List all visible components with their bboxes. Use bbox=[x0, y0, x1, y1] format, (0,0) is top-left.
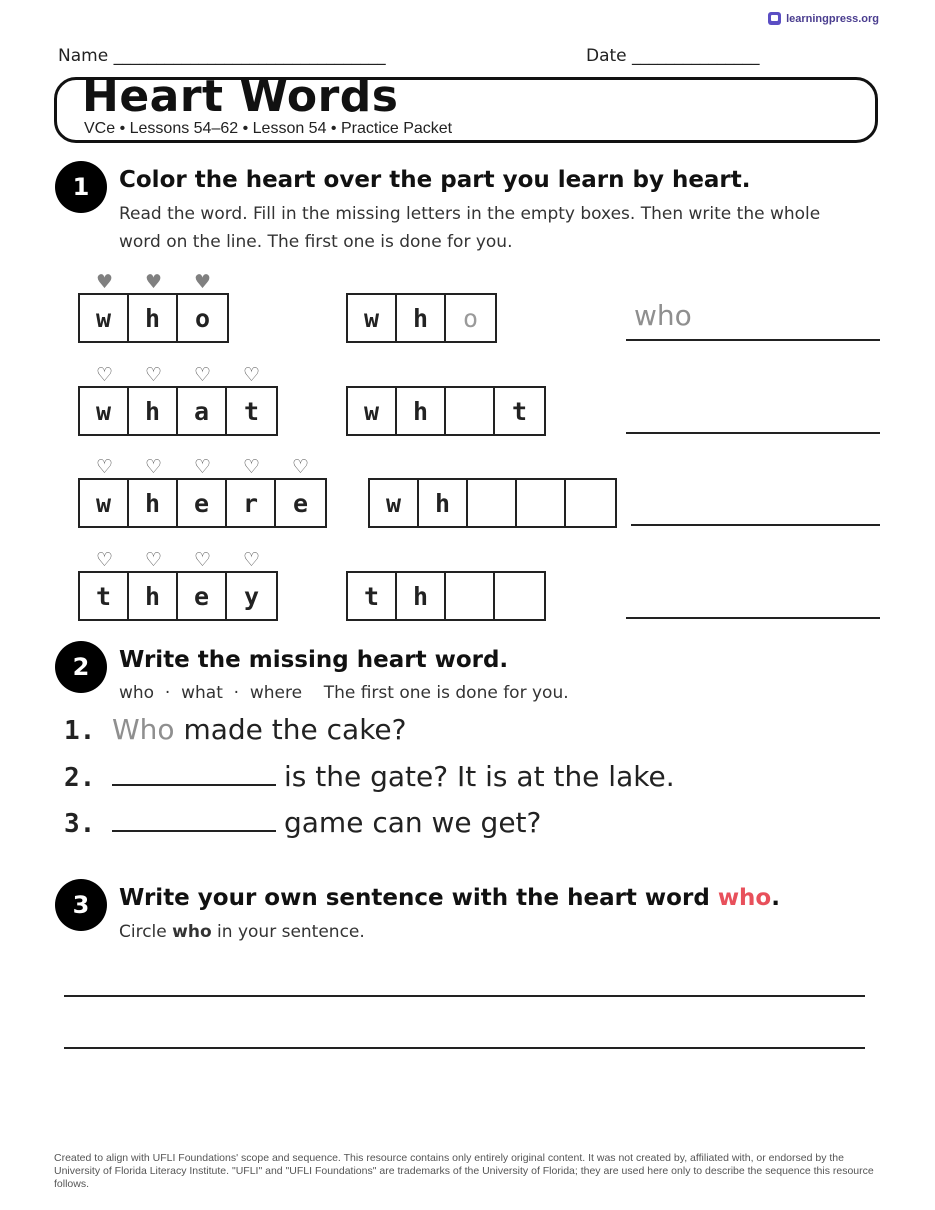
sentence-text: made the cake? bbox=[174, 713, 407, 746]
word-boxes bbox=[78, 293, 229, 343]
letter-box: h bbox=[419, 480, 468, 526]
page-title: Heart Words bbox=[82, 71, 399, 122]
heart-icon[interactable]: ♡ bbox=[242, 364, 261, 386]
heart-icon[interactable]: ♡ bbox=[242, 549, 261, 571]
section-3-instructions bbox=[119, 918, 365, 946]
inst-heart-word: who bbox=[172, 922, 212, 942]
section-3-badge: 3 bbox=[55, 879, 107, 931]
heart-icon[interactable]: ♡ bbox=[242, 456, 261, 478]
section-1-badge: 1 bbox=[55, 161, 107, 213]
word-boxes bbox=[78, 386, 278, 436]
letter-box: h bbox=[129, 480, 178, 526]
heart-icon[interactable]: ♡ bbox=[95, 456, 114, 478]
example-answer: who bbox=[634, 299, 692, 332]
sentence-2 bbox=[64, 758, 675, 793]
inst-text: Circle bbox=[119, 922, 173, 942]
page-subtitle: VCe • Lessons 54–62 • Lesson 54 • Practice Packet bbox=[84, 120, 453, 137]
footer-disclaimer: Created to align with UFLI Foundations' scope and sequence. This resource contains only entirely original content. It was not created by, affiliated with, or endorsed by the University of Florida Literacy Institute. "UFLI" and "UFLI Foundations" are trademarks of the University of Florida; they are used here only to describe the sequence this resource follows. bbox=[54, 1152, 874, 1190]
section-3-title-end: . bbox=[771, 885, 780, 911]
heart-icon[interactable]: ♡ bbox=[95, 364, 114, 386]
letter-box: w bbox=[370, 480, 419, 526]
heart-row bbox=[80, 550, 276, 570]
empty-letter-box[interactable] bbox=[495, 573, 544, 619]
heart-icon[interactable]: ♡ bbox=[291, 456, 310, 478]
letter-box: w bbox=[348, 388, 397, 434]
heart-icon[interactable]: ♡ bbox=[144, 456, 163, 478]
letter-box: o bbox=[194, 303, 211, 333]
letter-box: h bbox=[397, 573, 446, 619]
heart-icon[interactable]: ♥ bbox=[144, 271, 163, 293]
letter-box: e bbox=[292, 488, 309, 518]
name-blank: ________________________________ bbox=[113, 46, 386, 66]
word-writing-line[interactable] bbox=[626, 432, 880, 434]
empty-letter-box[interactable] bbox=[446, 573, 495, 619]
letter-box: h bbox=[129, 388, 178, 434]
sentence-3 bbox=[64, 804, 541, 839]
letter-box: t bbox=[80, 573, 129, 619]
fill-in-boxes bbox=[346, 386, 546, 436]
heart-row bbox=[80, 365, 276, 385]
letter-box: h bbox=[129, 573, 178, 619]
empty-letter-box[interactable] bbox=[517, 480, 566, 526]
sentence-answer: Who bbox=[112, 713, 175, 746]
letter-box: e bbox=[178, 480, 227, 526]
letter-box: t bbox=[243, 396, 260, 426]
book-icon bbox=[768, 12, 781, 25]
empty-letter-box[interactable] bbox=[446, 388, 495, 434]
letter-box: w bbox=[80, 480, 129, 526]
letter-box: y bbox=[243, 581, 260, 611]
word-boxes bbox=[78, 571, 278, 621]
name-field[interactable] bbox=[58, 46, 386, 66]
section-3-title-text: Write your own sentence with the heart word bbox=[119, 885, 718, 911]
letter-box: w bbox=[80, 295, 129, 341]
date-blank: _______________ bbox=[632, 46, 760, 66]
sentence-1 bbox=[64, 713, 407, 746]
letter-box: h bbox=[397, 388, 446, 434]
letter-box: h bbox=[397, 295, 446, 341]
writing-line-1[interactable] bbox=[64, 995, 865, 997]
sentence-text: game can we get? bbox=[284, 806, 542, 839]
fill-in-boxes bbox=[368, 478, 617, 528]
letter-box: h bbox=[129, 295, 178, 341]
writing-line-2[interactable] bbox=[64, 1047, 865, 1049]
heart-icon[interactable]: ♡ bbox=[193, 549, 212, 571]
word-writing-line[interactable] bbox=[626, 339, 880, 341]
letter-box: w bbox=[80, 388, 129, 434]
heart-row bbox=[80, 272, 227, 292]
date-label: Date bbox=[586, 46, 627, 66]
heart-word: who bbox=[717, 885, 772, 911]
sentence-number: 1. bbox=[64, 716, 96, 746]
section-1-instructions: Read the word. Fill in the missing letters in the empty boxes. Then write the whole word on the line. The first one is done for you. bbox=[119, 204, 821, 252]
section-2-title: Write the missing heart word. bbox=[119, 647, 509, 673]
heart-icon[interactable]: ♥ bbox=[193, 271, 212, 293]
letter-box: a bbox=[178, 388, 227, 434]
fill-in-boxes bbox=[346, 293, 497, 343]
heart-icon[interactable]: ♡ bbox=[193, 364, 212, 386]
sentence-number: 2. bbox=[64, 763, 96, 793]
empty-letter-box[interactable] bbox=[468, 480, 517, 526]
letter-box: r bbox=[227, 480, 276, 526]
letter-box: w bbox=[348, 295, 397, 341]
letter-box: o bbox=[462, 303, 479, 333]
empty-letter-box[interactable] bbox=[566, 480, 615, 526]
section-3-title bbox=[119, 885, 780, 911]
word-writing-line[interactable] bbox=[631, 524, 880, 526]
word-boxes bbox=[78, 478, 327, 528]
letter-box: e bbox=[178, 573, 227, 619]
brand-text: learningpress.org bbox=[786, 12, 879, 25]
sentence-text: is the gate? It is at the lake. bbox=[284, 760, 675, 793]
section-2-badge: 2 bbox=[55, 641, 107, 693]
sentence-number: 3. bbox=[64, 809, 96, 839]
heart-icon[interactable]: ♡ bbox=[193, 456, 212, 478]
heart-row bbox=[80, 457, 325, 477]
name-label: Name bbox=[58, 46, 109, 66]
letter-box: t bbox=[348, 573, 397, 619]
date-field[interactable] bbox=[586, 46, 760, 66]
answer-blank[interactable] bbox=[112, 804, 276, 832]
heart-icon[interactable]: ♡ bbox=[144, 549, 163, 571]
answer-blank[interactable] bbox=[112, 758, 276, 786]
word-writing-line[interactable] bbox=[626, 617, 880, 619]
word-bank: who · what · where The first one is done for you. bbox=[119, 683, 569, 703]
letter-box: t bbox=[511, 396, 528, 426]
fill-in-boxes bbox=[346, 571, 546, 621]
heart-icon[interactable]: ♡ bbox=[95, 549, 114, 571]
inst-text-end: in your sentence. bbox=[211, 922, 365, 942]
heart-icon[interactable]: ♥ bbox=[95, 271, 114, 293]
heart-icon[interactable]: ♡ bbox=[144, 364, 163, 386]
section-1-title: Color the heart over the part you learn by heart. bbox=[119, 167, 751, 193]
brand-link[interactable] bbox=[768, 12, 879, 25]
